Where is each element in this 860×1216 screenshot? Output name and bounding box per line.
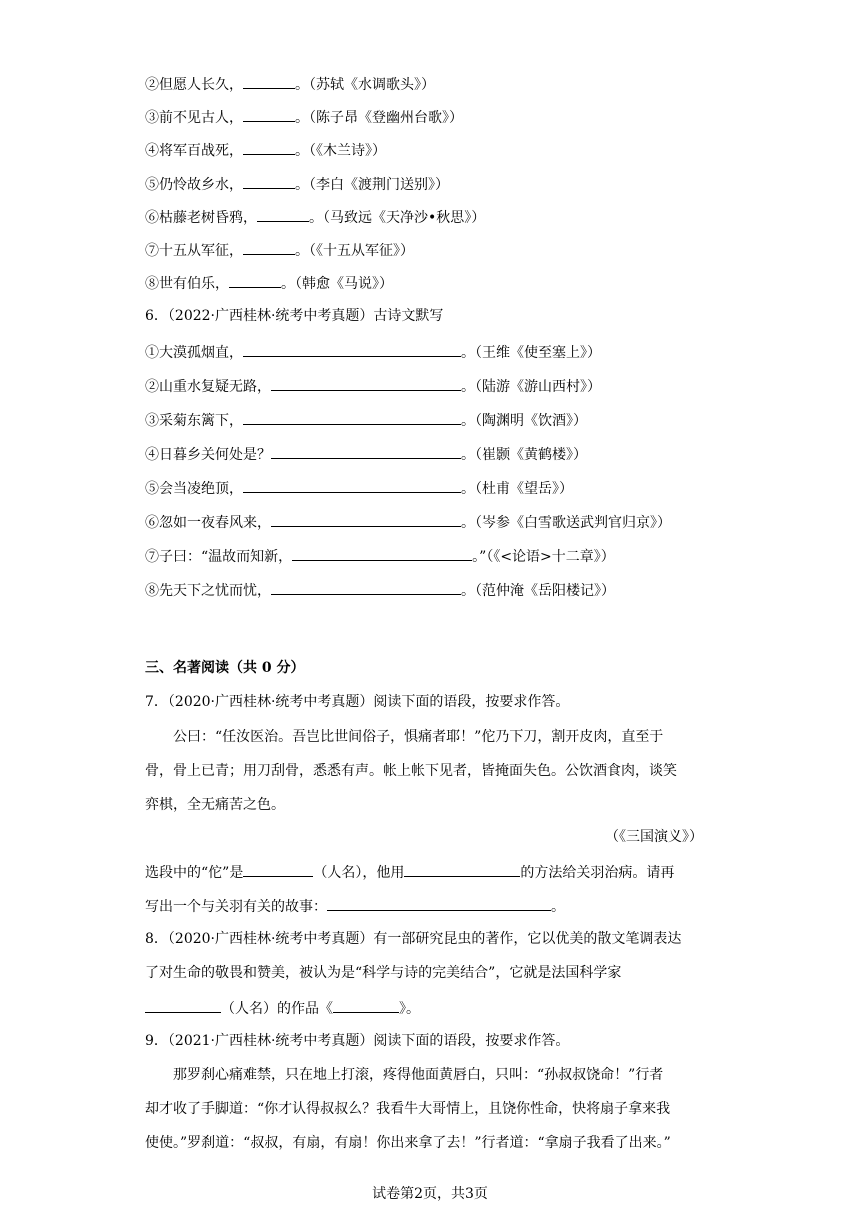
answer-blank[interactable] bbox=[229, 272, 281, 288]
q6-item-prompt: ⑤会当凌绝顶， bbox=[145, 481, 243, 497]
q5-item-source: 。（李白《渡荆门送别》） bbox=[295, 177, 449, 193]
q7-question-line bbox=[145, 895, 565, 915]
q5-item bbox=[145, 239, 414, 259]
q8-ask-text: 》。 bbox=[399, 1001, 420, 1017]
q6-item bbox=[145, 375, 601, 395]
q5-item-source: 。（韩愈《马说》） bbox=[281, 276, 393, 292]
q6-item-source: 。（范仲淹《岳阳楼记》） bbox=[461, 583, 615, 599]
q5-item-prompt: ⑧世有伯乐， bbox=[145, 276, 229, 292]
q6-item bbox=[145, 545, 615, 565]
answer-blank[interactable] bbox=[271, 443, 461, 459]
question-line: 了对生命的敬畏和赞美，被认为是“科学与诗的完美结合”，它就是法国科学家 bbox=[145, 965, 622, 981]
answer-blank[interactable] bbox=[243, 409, 461, 425]
q5-item bbox=[145, 173, 449, 193]
answer-blank[interactable] bbox=[243, 861, 313, 877]
q7-ask-text: 选段中的“佗”是 bbox=[145, 865, 244, 881]
q5-item-source: 。（《木兰诗》） bbox=[295, 143, 386, 159]
q5-item bbox=[145, 106, 463, 126]
q6-item-source: 。”（《<论语>十二章》） bbox=[472, 549, 615, 565]
q8-ask-text: （人名）的作品《 bbox=[221, 1001, 333, 1017]
q5-item-prompt: ⑥枯藤老树昏鸦， bbox=[145, 210, 257, 226]
passage-line: 弈棋，全无痛苦之色。 bbox=[145, 797, 285, 813]
question-title: 6．（2022·广西桂林·统考中考真题）古诗文默写 bbox=[145, 308, 444, 324]
q7-ask-text: 。 bbox=[551, 899, 565, 915]
q6-item-prompt: ⑧先天下之忧而忧， bbox=[145, 583, 271, 599]
answer-blank[interactable] bbox=[404, 861, 520, 877]
q6-item bbox=[145, 443, 587, 463]
q6-item-source: 。（崔颢《黄鹤楼》） bbox=[461, 447, 587, 463]
answer-blank[interactable] bbox=[243, 477, 461, 493]
q7-ask-text: 的方法给关羽治病。请再 bbox=[520, 865, 675, 881]
q5-item bbox=[145, 139, 386, 159]
q5-item-source: 。（苏轼《水调歌头》） bbox=[295, 77, 435, 93]
passage-line: 却才收了手脚道：“你才认得叔叔么？我看牛大哥情上，且饶你性命，快将扇子拿来我 bbox=[145, 1101, 671, 1117]
q6-item-source: 。（王维《使至塞上》） bbox=[461, 345, 601, 361]
q5-item bbox=[145, 272, 393, 292]
answer-blank[interactable] bbox=[333, 997, 399, 1013]
q6-item bbox=[145, 579, 615, 599]
answer-blank[interactable] bbox=[243, 341, 461, 357]
q7-question-line bbox=[145, 861, 674, 881]
answer-blank[interactable] bbox=[145, 997, 221, 1013]
q5-item-source: 。（马致远《天净沙•秋思》） bbox=[309, 210, 486, 226]
q6-item bbox=[145, 341, 601, 361]
answer-blank[interactable] bbox=[243, 139, 295, 155]
section-heading: 三、名著阅读（共 0 分） bbox=[145, 660, 305, 676]
answer-blank[interactable] bbox=[271, 579, 461, 595]
q6-item-source: 。（陆游《游山西村》） bbox=[461, 379, 601, 395]
answer-blank[interactable] bbox=[271, 375, 461, 391]
q6-item bbox=[145, 477, 573, 497]
q5-item-prompt: ③前不见古人， bbox=[145, 110, 243, 126]
q5-item-source: 。（陈子昂《登幽州台歌》） bbox=[295, 110, 463, 126]
answer-blank[interactable] bbox=[257, 206, 309, 222]
answer-blank[interactable] bbox=[243, 239, 295, 255]
q5-item-prompt: ②但愿人长久， bbox=[145, 77, 243, 93]
q6-item-prompt: ③采菊东篱下， bbox=[145, 413, 243, 429]
q5-item-source: 。（《十五从军征》） bbox=[295, 243, 414, 259]
passage-source: （《三国演义》） bbox=[605, 829, 703, 845]
passage-line: 那罗刹心痛难禁，只在地上打滚，疼得他面黄唇白，只叫：“孙叔叔饶命！”行者 bbox=[173, 1067, 664, 1083]
question-title: 9．（2021·广西桂林·统考中考真题）阅读下面的语段，按要求作答。 bbox=[145, 1033, 570, 1049]
answer-blank[interactable] bbox=[327, 895, 551, 911]
q7-ask-text: （人名），他用 bbox=[313, 865, 405, 881]
passage-line: 使使。”罗刹道：“叔叔，有扇，有扇！你出来拿了去！”行者道：“拿扇子我看了出来。” bbox=[145, 1135, 671, 1151]
q5-item-prompt: ⑤仍怜故乡水， bbox=[145, 177, 243, 193]
passage-line: 骨，骨上已青；用刀刮骨，悉悉有声。帐上帐下见者，皆掩面失色。公饮酒食肉，谈笑 bbox=[145, 763, 677, 779]
q6-item-prompt: ②山重水复疑无路， bbox=[145, 379, 271, 395]
q6-item-source: 。（陶渊明《饮酒》） bbox=[461, 413, 587, 429]
page-footer: 试卷第2页，共3页 bbox=[372, 1186, 488, 1202]
q6-item-prompt: ①大漠孤烟直， bbox=[145, 345, 243, 361]
q6-item-source: 。（岑参《白雪歌送武判官归京》） bbox=[461, 515, 671, 531]
q8-question-line bbox=[145, 997, 420, 1017]
q6-item-source: 。（杜甫《望岳》） bbox=[461, 481, 573, 497]
q5-item-prompt: ④将军百战死， bbox=[145, 143, 243, 159]
answer-blank[interactable] bbox=[292, 545, 472, 561]
q5-item bbox=[145, 206, 485, 226]
answer-blank[interactable] bbox=[243, 73, 295, 89]
question-title: 7．（2020·广西桂林·统考中考真题）阅读下面的语段，按要求作答。 bbox=[145, 694, 570, 710]
q6-item bbox=[145, 409, 587, 429]
q5-item bbox=[145, 73, 435, 93]
answer-blank[interactable] bbox=[271, 511, 461, 527]
q6-item-prompt: ④日暮乡关何处是？ bbox=[145, 447, 271, 463]
question-line: 8．（2020·广西桂林·统考中考真题）有一部研究昆虫的著作，它以优美的散文笔调表达 bbox=[145, 931, 682, 947]
answer-blank[interactable] bbox=[243, 106, 295, 122]
q6-item bbox=[145, 511, 671, 531]
q6-item-prompt: ⑦子曰：“温故而知新， bbox=[145, 549, 293, 565]
q7-ask-text: 写出一个与关羽有关的故事： bbox=[145, 899, 327, 915]
passage-line: 公曰：“任汝医治。吾岂比世间俗子，惧痛者耶！”佗乃下刀，割开皮肉，直至于 bbox=[173, 729, 664, 745]
q5-item-prompt: ⑦十五从军征， bbox=[145, 243, 243, 259]
answer-blank[interactable] bbox=[243, 173, 295, 189]
q6-item-prompt: ⑥忽如一夜春风来， bbox=[145, 515, 271, 531]
